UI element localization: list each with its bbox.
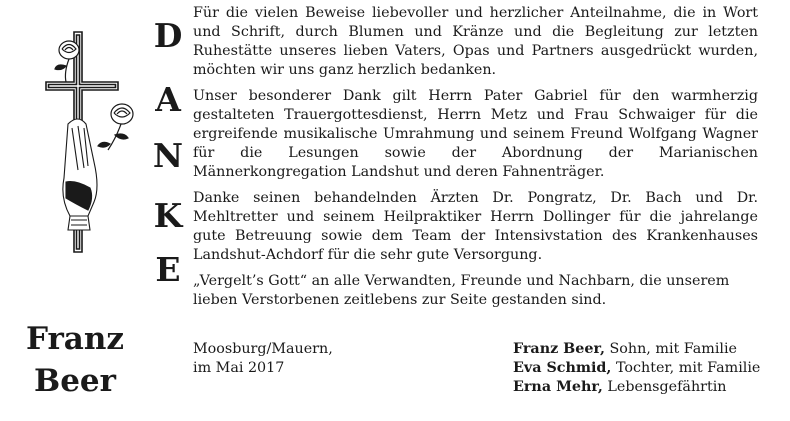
left-column xyxy=(0,0,150,421)
place-date xyxy=(193,340,453,378)
mourner-entry xyxy=(513,340,783,359)
mourner-relation: Sohn, mit Familie xyxy=(609,341,738,357)
thanks-paragraph: Unser besonderer Dank gilt Herrn Pater Gabriel für den warmherzig gestalteten Trauergottesdienst, Herrn Metz und Frau Schwaiger für die ergreifende musikalische Umrahmung und seinem Freund Wolfgang Wagner für die Lesungen sowie der Abordnung der Marianischen Männerkongregation Landshut und deren Fahnenträger. xyxy=(193,88,758,180)
mourner-name: Franz Beer, xyxy=(513,341,605,357)
mourner-name: Erna Mehr, xyxy=(513,379,603,395)
danke-letter: N xyxy=(152,136,184,175)
thanks-paragraph: Für die vielen Beweise liebevoller und herzlicher Anteilnahme, die in Wort und Schrift, durch Blumen und Kränze und die Begleitung zur letzten Ruhestätte unseres lieben Vaters, Opas und Partners ausgedrückt wurden, möchten wir uns ganz herzlich bedanken. xyxy=(193,5,758,78)
place: Moosburg/Mauern, xyxy=(193,341,333,357)
mourner-relation: Lebensgefährtin xyxy=(607,379,727,395)
deceased-first-name: Franz xyxy=(25,321,125,357)
deceased-name xyxy=(0,318,150,402)
date: im Mai 2017 xyxy=(193,360,285,376)
danke-letter: D xyxy=(153,16,183,55)
mourner-entry xyxy=(513,378,783,397)
danke-letter: A xyxy=(155,80,181,119)
mourner-relation: Tochter, mit Familie xyxy=(615,360,761,376)
mourner-name: Eva Schmid, xyxy=(513,360,612,376)
thanks-body xyxy=(193,4,758,317)
danke-vertical-heading xyxy=(146,16,190,289)
mourners-list xyxy=(513,340,783,397)
deceased-last-name: Beer xyxy=(34,363,116,399)
danke-letter: E xyxy=(155,250,181,289)
thanks-paragraph: Danke seinen behandelnden Ärzten Dr. Pongratz, Dr. Bach und Dr. Mehltretter und seinem Heilpraktiker Herrn Dollinger für die jahrelange gute Betreuung sowie dem Team der Intensivstation des Krankenhauses Landshut-Achdorf für die sehr gute Versorgung. xyxy=(193,190,758,263)
mourner-entry xyxy=(513,359,783,378)
cross-roses-praying-hands-icon xyxy=(42,20,138,270)
thanks-paragraph: „Vergelt’s Gott“ an alle Verwandten, Freunde und Nachbarn, die unserem lieben Verstorbenen zeitlebens zur Seite gestanden sind. xyxy=(193,273,730,308)
danke-letter: K xyxy=(153,196,183,235)
